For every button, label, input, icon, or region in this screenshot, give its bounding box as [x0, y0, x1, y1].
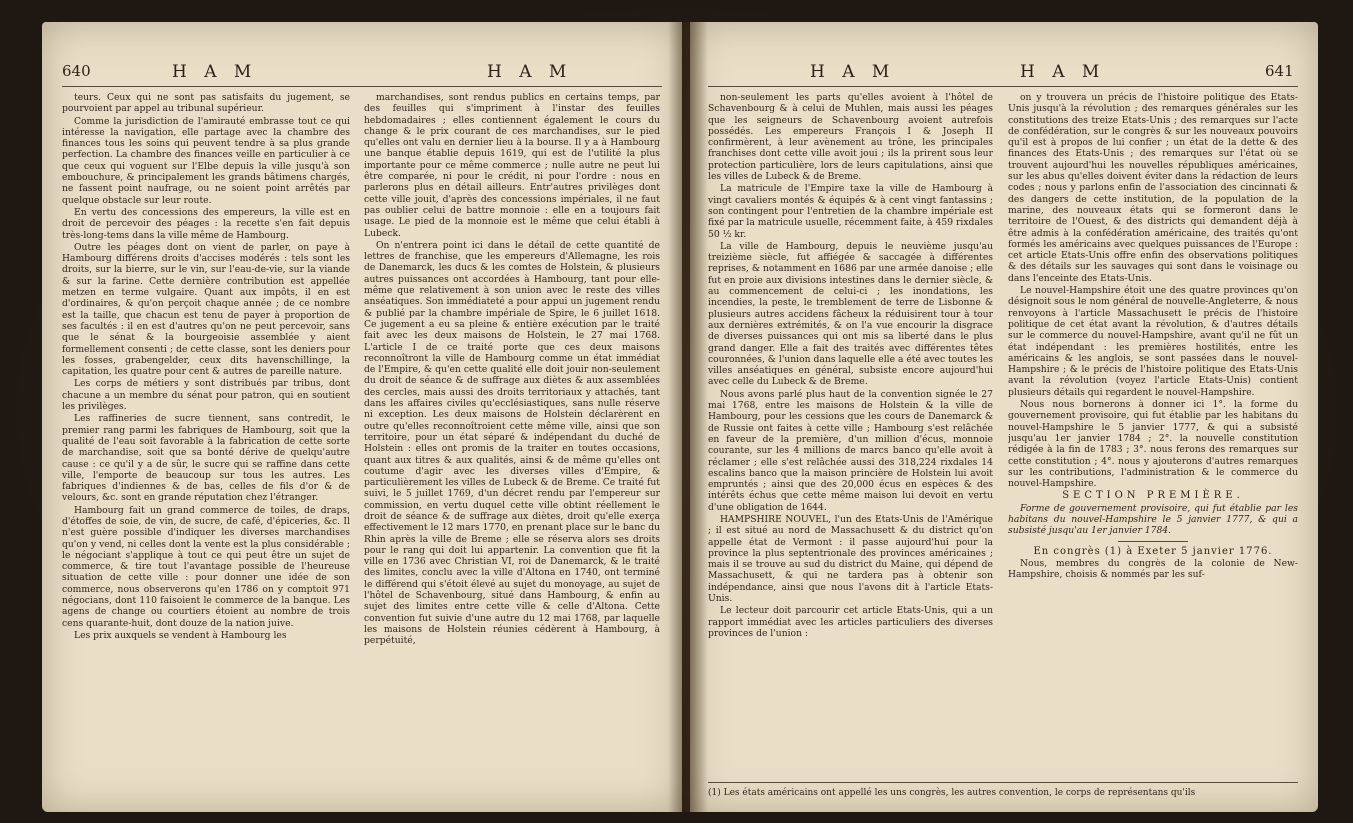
right-col1-paragraph: La matricule de l'Empire taxe la ville de Hambourg à vingt cavaliers montés & équipés & à cent vingt fantassins ; son contingent pour l'entretien de la chambre impériale est fixé par la matricule usuelle, récemment faite, à 459 rixdales 50 ½ kr. — [708, 183, 993, 240]
page-number-right: 641 — [1265, 62, 1294, 80]
running-head-left-col2: H A M — [487, 62, 573, 82]
right-column-2 — [1008, 92, 1298, 772]
page-number-left: 640 — [62, 62, 91, 80]
right-column-1 — [708, 92, 993, 772]
left-col1-paragraph: teurs. Ceux qui ne sont pas satisfaits du jugement, se pourvoient par appel au tribunal supérieur. — [62, 92, 350, 115]
right-col1-paragraph: Le lecteur doit parcourir cet article Etats-Unis, qui a un rapport immédiat avec les articles particuliers des diverses provinces de l'union : — [708, 605, 993, 639]
left-col1-paragraph: Les prix auxquels se vendent à Hambourg les — [74, 629, 287, 641]
right-col1-paragraph: Nous avons parlé plus haut de la convention signée le 27 mai 1768, entre les maisons de Holstein & la ville de Hambourg, pour les cessions que les cours de Danemarck & de Russie ont faites à cette ville ; Hambourg s'est relâchée en faveur de la première, d'un million d'écus, monnoie courante, sur les 4 millions de marcs banco qu'elle avoit à réclamer ; elle s'est relâchée aussi des 318,224 rixdales 14 escalins banco que la maison princière de Holstein lui avoit empruntés ; ainsi que des 20,000 écus en espèces & des intérêts échus que cette même maison lui devoit en vertu d'une obligation de 1644. — [708, 388, 993, 513]
right-column-2-body — [1008, 92, 1298, 489]
congress-heading: En congrès (1) à Exeter 5 janvier 1776. — [1033, 545, 1273, 557]
running-head-left-col1: H A M — [172, 62, 258, 82]
left-column-2 — [364, 92, 660, 802]
header-rule-left — [62, 86, 662, 87]
left-col1-paragraph: Les corps de métiers y sont distribués par tribus, dont chacune a un membre du sénat pour patron, qui en soutient les privilèges. — [62, 378, 350, 413]
footnote-rule — [708, 782, 1298, 783]
right-col2-paragraph: on y trouvera un précis de l'histoire politique des Etats-Unis jusqu'à la révolution ; des remarques générales sur les constitutions des treize Etats-Unis ; des remarques sur l'acte de confédération, sur le congrès & sur les nouveaux pouvoirs qu'il est à propos de lui confier ; un état de la dette & des finances des Etats-Unis ; des remarques sur l'état où se trouvent aujourd'hui les nouvelles républiques américaines, sur les abus qu'elles doivent éviter dans la rédaction de leurs codes ; nous y parlons enfin de l'association des cincinnati & des dangers de cette institution, de la population de la marine, des nouveaux états qui se formeront dans le territoire de l'Ouest, & des districts qui demandent déjà à être admis à la confédération américaine, des traités qu'ont formés les américains avec quelques puissances de l'Europe : cet article Etats-Unis offre enfin des observations politiques & des détails sur les sauvages qui sont dans le voisinage ou dans l'enceinte des Etats-Unis. — [1008, 92, 1298, 284]
left-col1-paragraph: En vertu des concessions des empereurs, la ville est en droit de percevoir des péages : la recette s'en fait depuis très-long-tems dans la ville même de Hambourg. — [62, 206, 350, 241]
left-col2-paragraph: marchandises, sont rendus publics en certains temps, par des feuilles qui s'impriment à l'instar des feuilles hebdomadaires ; elles contiennent également le cours du change & le prix courant de ces marchandises, sur le pied qu'elles ont valu en dernier lieu à la bourse. Il y a à Hambourg une banque établie depuis 1619, qui est de l'utilité la plus importante pour ce même commerce ; nulle autre ne peut lui être comparée, ni pour le crédit, ni pour l'ordre : nous en parlerons plus en détail ailleurs. Entr'autres privilèges dont cette ville jouit, d'après des concessions impériales, il ne faut pas oublier celui de battre monnoie : elle en a toujours fait usage. Le pied de la monnoie est le même que celui établi à Lubeck. — [364, 92, 660, 239]
header-rule-right — [708, 86, 1298, 87]
left-col1-paragraph: Comme la jurisdiction de l'amirauté embrasse tout ce qui intéresse la navigation, elle partage avec la chambre des finances tous les soins qui peuvent tendre à sa plus grande perfection. La chambre des finances veille en particulier à ce que ceux qui voguent sur l'Elbe depuis la ville jusqu'à son embouchure, & principalement les grands bâtimens chargés, ne fassent point naufrage, ou ne soient point arrêtés par quelque obstacle sur leur route. — [62, 115, 350, 206]
right-page — [690, 22, 1318, 812]
running-head-right-col1: H A M — [810, 62, 896, 82]
right-col2-paragraph: Le nouvel-Hampshire étoit une des quatre provinces qu'on désignoit sous le nom général de nouvelle-Angleterre, & nous renvoyons à l'article Massachusett le précis de l'histoire politique de cet état avant la révolution, & d'autres détails sur le commerce du nouvel-Hampshire, avant qu'il ne fût un état indépendant : les premières hostilités, entre les américains & les anglois, se sont passées dans le nouvel-Hampshire ; & le précis de l'histoire politique des Etats-Unis avant la révolution (voyez l'article Etats-Unis) contient plusieurs détails qui regardent le nouvel-Hampshire. — [1008, 285, 1298, 398]
right-col1-paragraph: La ville de Hambourg, depuis le neuvième jusqu'au treizième siècle, fut affiégée & saccagée à différentes reprises, & notamment en 1686 par une armée danoise ; elle fut en proie aux divisions intestines dans le dernier siècle, & au commencement de celui-ci ; les inondations, les incendies, la peste, le tremblement de terre de Lisbonne & plusieurs autres accidens fâcheux la réduisirent tour à tour aux dernières extrémités, & on l'a vue encourir la disgrace de diverses puissances qui ont mis sa liberté dans le plus grand danger. Elle a fait des traités avec différentes têtes couronnées, & l'union dans laquelle elle a été avec toutes les villes anséatiques en général, subsiste encore aujourd'hui avec celle du Lubeck & de Breme. — [708, 240, 993, 388]
left-page — [42, 22, 682, 812]
right-col1-paragraph: HAMPSHIRE NOUVEL, l'un des Etats-Unis de l'Amérique ; il est situé au nord de Massachusett & du district qu'on appelle état de Vermont : il passe aujourd'hui pour la province la plus septentrionale des provinces américaines ; mais il se trouve au sud du district du Maine, qui dépend de Massachusett, & qui ne tardera pas à obtenir son indépendance, ainsi que nous l'avons dit à l'article Etats-Unis. — [708, 513, 993, 605]
section-heading: SECTION PREMIÈRE. — [1062, 490, 1244, 502]
running-head-right-col2: H A M — [1020, 62, 1106, 82]
section-rule — [1118, 541, 1188, 542]
right-col2-paragraph: Nous nous bornerons à donner ici 1°. la forme du gouvernement provisoire, qui fut établie par les habitans du nouvel-Hampshire le 5 janvier 1777, & qui a subsisté jusqu'au 1er janvier 1784 ; 2°. la nouvelle constitution rédigée à la fin de 1783 ; 3°. nous ferons des remarques sur cette constitution ; 4°. nous y ajouterons d'autres remarques sur les contributions, l'administration & le commerce du nouvel-Hampshire. — [1008, 399, 1298, 490]
section-subtitle: Forme de gouvernement provisoire, qui fut établie par les habitans du nouvel-Hampshire le 5 janvier 1777, & qui a subsisté jusqu'au 1er janvier 1784. — [1008, 502, 1298, 537]
left-column-1 — [62, 92, 350, 802]
footnote: (1) Les états américains ont appellé les uns congrès, les autres convention, le corps de représentans qu'ils — [708, 788, 1196, 798]
congress-text: Nous, membres du congrès de la colonie de New-Hampshire, choisis & nommés par les suf- — [1008, 557, 1298, 581]
left-col2-paragraph: On n'entrera point ici dans le détail de cette quantité de lettres de franchise, que les empereurs d'Allemagne, les rois de Danemarck, les ducs & les comtes de Holstein, & plusieurs autres puissances ont accordées à Hambourg, tant pour elle-même que relativement à son union avec le reste des villes anséatiques. Son immédiateté a pour appui un jugement rendu & publié par la chambre impériale de Spire, le 6 juillet 1618. Ce jugement a eu sa pleine & entière exécution par le traité fait avec les deux maisons de Holstein, le 27 mai 1768. L'article I de ce traité porte que ces deux maisons reconnoîtront la ville de Hambourg comme un état immédiat de l'Empire, & qu'en cette qualité elle doit jouir non-seulement du droit de séance & de suffrage aux diètes & aux assemblées des cercles, mais aussi des droits territoriaux y attachés, tant dans les affaires civiles qu'ecclésiastiques, sans nulle réserve ni exception. Les deux maisons de Holstein déclarèrent en outre qu'elles reconnoîtroient cette même ville, ainsi que son territoire, pour un état séparé & indépendant du duché de Holstein : elles ont promis de la traiter en toutes occasions, quant aux titres & aux qualités, ainsi & de même qu'elles ont coutume d'agir avec les diverses villes d'Empire, & particulièrement les villes de Lubeck & de Breme. Ce traité fut suivi, le 5 juillet 1769, d'un décret rendu par l'empereur sur commission, en vertu duquel cette ville obtint réellement le droit de séance & de suffrage aux diètes, droit qu'elle exerça effectivement le 12 mars 1770, en prenant place sur le banc du Rhin après la ville de Breme ; elle se réserva alors ses droits pour le rang qui doit lui appartenir. La convention que fit la ville en 1736 avec Christian VI, roi de Danemarck, & le traité des limites, conclu avec la ville d'Altona en 1740, ont terminé le différend qui s'étoit élevé au sujet du monoyage, au sujet de l'hôtel de Schavenbourg, situé dans Hambourg, & enfin au sujet des limites entre cette ville & celle d'Altona. Cette convention fut suivie d'une autre du 12 mai 1768, par laquelle les maisons de Holstein réunies cédèrent à Hambourg, à perpétuité, — [364, 239, 660, 647]
right-col1-paragraph: non-seulement les parts qu'elles avoient à l'hôtel de Schavenbourg & à celui de Muhlen, mais aussi les péages que les seigneurs de Schavenbourg avoient autrefois possédés. Les empereurs François I & Joseph II confirmèrent, à leur avènement au trône, les principales franchises dont cette ville avoit joui ; ils la prirent sous leur protection particulière, lors de leurs capitulations, ainsi que les villes de Lubeck & de Breme. — [708, 92, 993, 183]
left-col1-paragraph: Outre les péages dont on vient de parler, on paye à Hambourg différens droits d'accises modérés : tels sont les droits, sur la bierre, sur le vin, sur l'eau-de-vie, sur la viande & sur la farine. Cette dernière contribution est appellée metzen en terme vulgaire. Quant aux impôts, il en est d'ordinaires, & qu'on perçoit chaque année ; de ce nombre est la taille, que chacun est tenu de payer à proportion de ses facultés : il en est d'autres qu'on ne peut percevoir, sans que le sénat & la bourgeoisie assemblée y aient formellement consenti ; de cette classe, sont les deniers pour les fosses, grabengelder, ceux dits havenschillinge, la capitation, les quatre pour cent & autres de pareille nature. — [62, 241, 350, 378]
book-gutter — [668, 22, 708, 812]
left-col1-paragraph: Les raffineries de sucre tiennent, sans contredit, le premier rang parmi les fabriques de Hambourg, soit que la qualité de l'eau soit favorable à la fabrication de cette sorte de marchandise, soit que sa bonté dérive de quelqu'autre cause : ce qu'il y a de sûr, le sucre qui se raffine dans cette ville, l'emporte de beaucoup sur tous les autres. Les fabriques d'indiennes & de bas, celles de fils d'or & de velours, &c. sont en grande réputation chez l'étranger. — [62, 413, 350, 504]
left-col1-paragraph: Hambourg fait un grand commerce de toiles, de draps, d'étoffes de soie, de vin, de sucre, de café, d'épiceries, &c. Il n'est guère possible d'indiquer les diverses marchandises qu'on y vend, ni celles dont la vente est la plus considérable ; le négociant s'applique à tout ce qui peut être un sujet de commerce, & tire tout l'avantage possible de l'heureuse situation de cette ville : pour donner une idée de son commerce, nous observerons qu'en 1786 on y comptoit 971 négocians, dont 110 faisoient le commerce de la banque. Les agens de change ou courtiers étoient au nombre de trois cens quarante-huit, dont douze de la nation juive. — [62, 504, 350, 629]
